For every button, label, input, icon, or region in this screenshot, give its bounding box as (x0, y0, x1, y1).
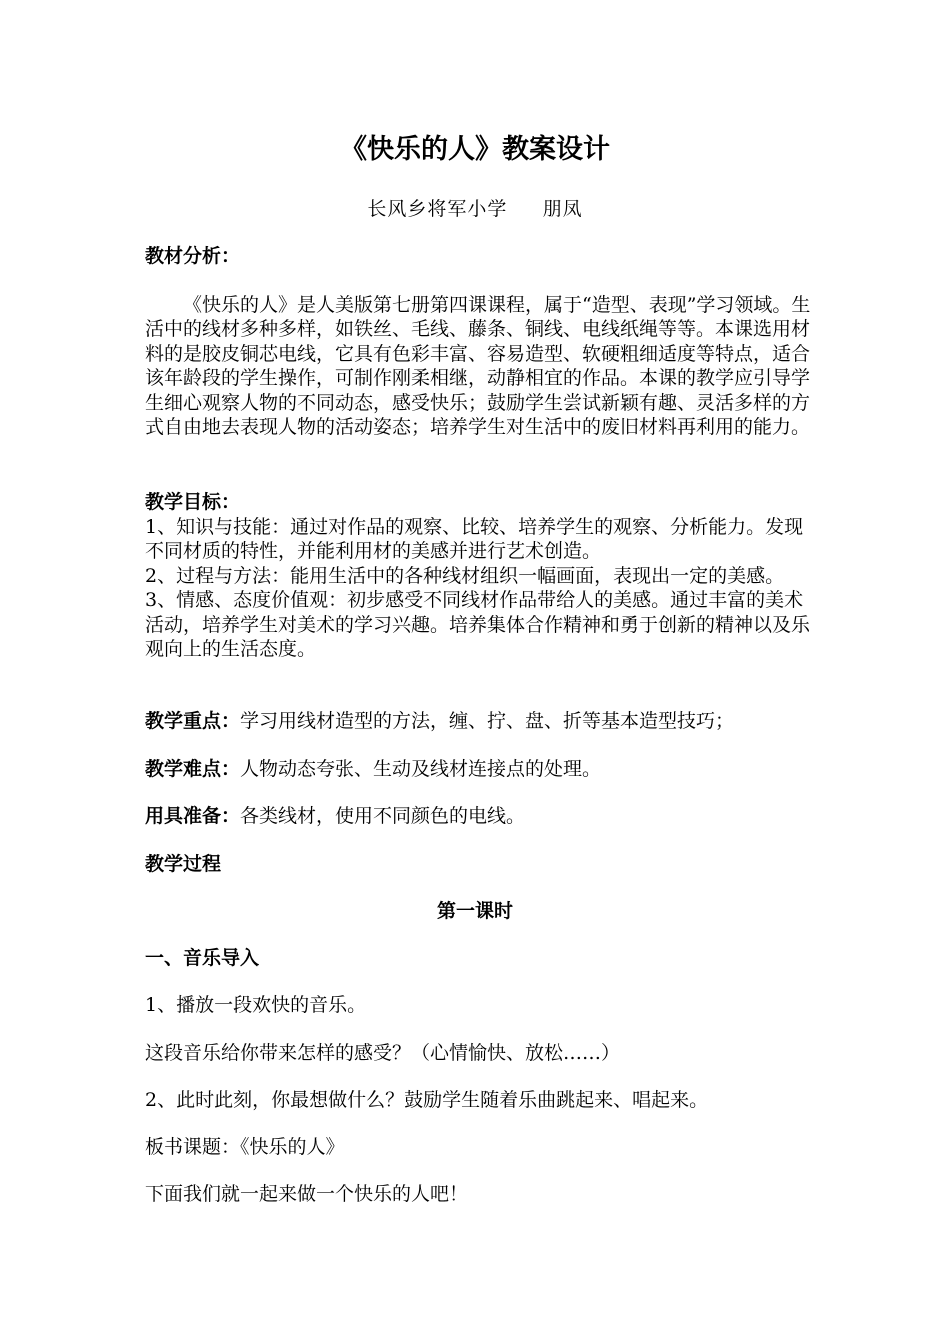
difficulties-label: 教学难点： (145, 758, 241, 780)
difficulties-line (145, 756, 825, 782)
process-heading: 教学过程 (145, 853, 222, 875)
body-line: 2、此时此刻，你最想做什么？鼓励学生随着乐曲跳起来、唱起来。 (145, 1089, 709, 1111)
key-points-label: 教学重点： (145, 710, 241, 732)
key-points-text: 学习用线材造型的方法，缠、拧、盘、折等基本造型技巧； (240, 710, 735, 732)
key-points-line (145, 708, 825, 734)
materials-text: 各类线材，使用不同颜色的电线。 (240, 805, 526, 827)
materials-label: 用具准备： (145, 805, 241, 827)
document-title: 《快乐的人》教案设计 (340, 134, 610, 165)
analysis-section (145, 244, 815, 440)
goal-item: 1、知识与技能：通过对作品的观察、比较、培养学生的观察、分析能力。发现不同材质的特性，并能利用材的美感并进行艺术创造。 (145, 515, 804, 562)
section1-heading: 一、音乐导入 (145, 947, 260, 969)
spacer (145, 269, 815, 293)
materials-line (145, 803, 825, 829)
body-line: 这段音乐给你带来怎样的感受？（心情愉快、放松……） (145, 1042, 621, 1064)
analysis-heading: 教材分析： (145, 245, 241, 267)
body-line: 下面我们就一起来做一个快乐的人吧！ (145, 1183, 469, 1205)
analysis-body: 《快乐的人》是人美版第七册第四课课程，属于“造型、表现”学习领域。生活中的线材多种多样，如铁丝、毛线、藤条、铜线、电线纸绳等等。本课选用材料的是胶皮铜芯电线，它具有色彩丰富、容易造型、软硬粗细适度等特点，适合该年龄段的学生操作，可制作刚柔相继，动静相宜的作品。本课的教学应引导学生细心观察人物的不同动态，感受快乐；鼓励学生尝试新颖有趣、灵活多样的方式自由地去表现人物的活动姿态；培养学生对生活中的废旧材料再利用的能力。 (145, 293, 811, 438)
body-line: 板书课题：《快乐的人》 (145, 1136, 345, 1158)
goal-item: 2、过程与方法：能用生活中的各种线材组织一幅画面，表现出一定的美感。 (145, 564, 785, 587)
lesson-heading: 第一课时 (436, 900, 513, 922)
difficulties-text: 人物动态夸张、生动及线材连接点的处理。 (240, 758, 602, 780)
goals-section (145, 490, 815, 662)
author-line: 长风乡将军小学 朋凤 (367, 198, 583, 220)
body-line: 1、播放一段欢快的音乐。 (145, 994, 367, 1016)
goals-heading: 教学目标： (145, 491, 241, 513)
goal-item: 3、情感、态度价值观：初步感受不同线材作品带给人的美感。通过丰富的美术活动，培养学生对美术的学习兴趣。培养集体合作精神和勇于创新的精神以及乐观向上的生活态度。 (145, 589, 811, 660)
